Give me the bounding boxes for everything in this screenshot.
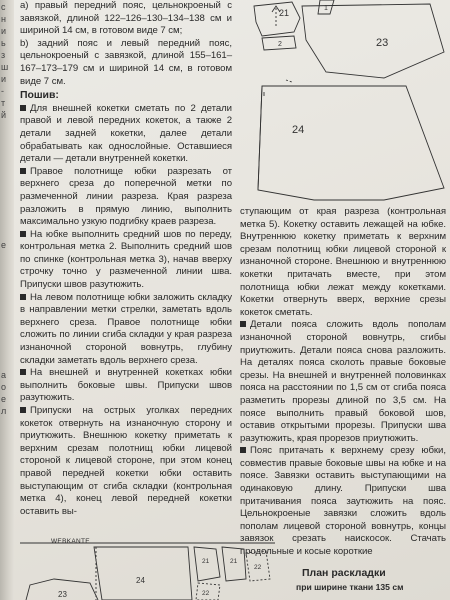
edge-char: ь bbox=[1, 38, 6, 48]
layout-label-24: 24 bbox=[136, 576, 145, 585]
step-slit: Правое полотнище юбки разрезать от верхнего среза до поперечной метки по размеченной линии разреза. Края разреза разложить в прямую линию, выполнить максимально узкую подгибку краев разреза. bbox=[20, 165, 232, 228]
step-pleat: На левом полотнище юбки заложить складку в направлении метки стрелки, заметать вдоль верхнего среза. Правое полотнище юбки сложить по линии сгиба складки у края разреза изнаночной стороной вовнутрь, глубину складки заметать вдоль верхнего среза. bbox=[20, 291, 232, 366]
edge-char: и bbox=[1, 74, 7, 84]
label-24: 24 bbox=[292, 124, 305, 136]
layout-label-22a: 22 bbox=[202, 590, 210, 597]
step-side-seams: На внешней и внутренней кокетках юбки выполнить боковые швы. Припуски швов разутюжить. bbox=[20, 367, 232, 404]
intro-b: b) задний пояс и левый передний пояс, цельнокроеный с завязкой, длиной 155–161–167–173–179 см и шириной 14 см, в готовом виде 7 см. bbox=[20, 37, 232, 87]
pattern-piece-23 bbox=[302, 4, 444, 78]
edge-char: н bbox=[1, 14, 6, 24]
step-center-seams: На юбке выполнить средний шов по переду, контрольная метка 2. Выполнить средний шов по спинке (контрольная метка 3), начав вверху строчку точно у размеченной линии шва. Припуски швов разутюжить. bbox=[20, 228, 232, 291]
layout-plan-subtitle: при ширине ткани 135 см bbox=[296, 582, 404, 592]
edge-char: л bbox=[1, 406, 7, 416]
edge-char: т bbox=[1, 98, 6, 108]
edge-char: а bbox=[1, 370, 7, 380]
edge-char: з bbox=[1, 50, 6, 60]
layout-plan-title: План раскладки bbox=[302, 567, 386, 579]
step-attach-yoke: Припуски на острых уголках передних кокеток отвернуть на изнаночную сторону и приутюжить. Внешнюю кокетку приметать к верхним срезам полотнищ юбки лицевой стороной к лицевой стороне, при этом конец правой передней кокетки юбки оставить выступающим от сгиба складки (контрольная метка 4), конец левой передней кокетки оставить вы- bbox=[20, 405, 232, 517]
edge-char: с bbox=[1, 2, 6, 12]
sewing-heading: Пошив: bbox=[20, 89, 59, 102]
layout-label-22b: 22 bbox=[254, 564, 262, 571]
continuation-paragraph: ступающим от края разреза (контрольная метка 5). Кокетку оставить лежащей на юбке. Внутреннюю кокетку приметать к верхним срезам полотнищ юбки лицевой стороной к изнаночной стороне. Внешнюю и внутреннюю кокетки притачать вместе, при этом полотнища юбки лежат между кокетками. Кокетки отвернуть вверх, верхние срезы кокеток сметать. bbox=[240, 206, 446, 318]
step-waistband: Детали пояса сложить вдоль пополам изнаночной стороной вовнутрь, сгибы приутюжить. Детали пояса снова разложить. На деталях пояса сколоть правые боковые срезы. На внешней и внутренней половинках пояса на расстоянии по 1,5 см от сгиба пояса разметить прорезы длиной по 3,5 см. На поясе выполнить правый боковой шов, оставив открытыми прорезы. Припуски шва разутюжить, края прорезов приутюжить. bbox=[240, 319, 446, 444]
edge-char: е bbox=[1, 240, 7, 250]
selvage-label: WEBKANTE bbox=[51, 538, 90, 545]
edge-char: ш bbox=[1, 62, 9, 72]
edge-char: - bbox=[1, 86, 4, 96]
edge-char: и bbox=[1, 26, 7, 36]
intro-a: а) правый передний пояс, цельнокроеный с завязкой, длиной 122–126–130–134–138 см и шириной 14 см, в готовом виде 7 см; bbox=[20, 0, 232, 37]
instructions-right-column bbox=[240, 206, 446, 559]
instructions-left-column bbox=[20, 0, 232, 518]
step-attach-waistband: Пояс притачать к верхнему срезу юбки, совместив правые боковые швы на юбке и на поясе. Завязки оставить выступающими на одинаковую длину. Припуски шва притачивания пояса заутюжить на пояс. Цельнокроеные завязки сложить вдоль пополам лицевой стороной вовнутрь, концы завязок срезать наискосок. Стачать продольные и косые короткие bbox=[240, 445, 446, 558]
label-1: 1 bbox=[324, 5, 328, 12]
layout-label-21a: 21 bbox=[202, 558, 210, 565]
step-yokes: Для внешней кокетки сметать по 2 детали правой и левой передних кокеток, а также 2 детали задней кокетки, далее детали обрабатывать как однослойные. Оставшиеся детали — детали внутренней кокетки. bbox=[20, 102, 232, 165]
layout-label-23: 23 bbox=[58, 590, 67, 599]
label-2: 2 bbox=[278, 41, 282, 48]
edge-char: е bbox=[1, 394, 7, 404]
edge-char: й bbox=[1, 110, 7, 120]
pattern-piece-24 bbox=[258, 86, 444, 200]
edge-char: о bbox=[1, 382, 7, 392]
label-23: 23 bbox=[376, 37, 389, 49]
pattern-diagram-top bbox=[234, 0, 450, 206]
label-21: 21 bbox=[279, 8, 290, 18]
layout-label-21b: 21 bbox=[230, 558, 238, 565]
layout-piece-24 bbox=[94, 547, 192, 600]
